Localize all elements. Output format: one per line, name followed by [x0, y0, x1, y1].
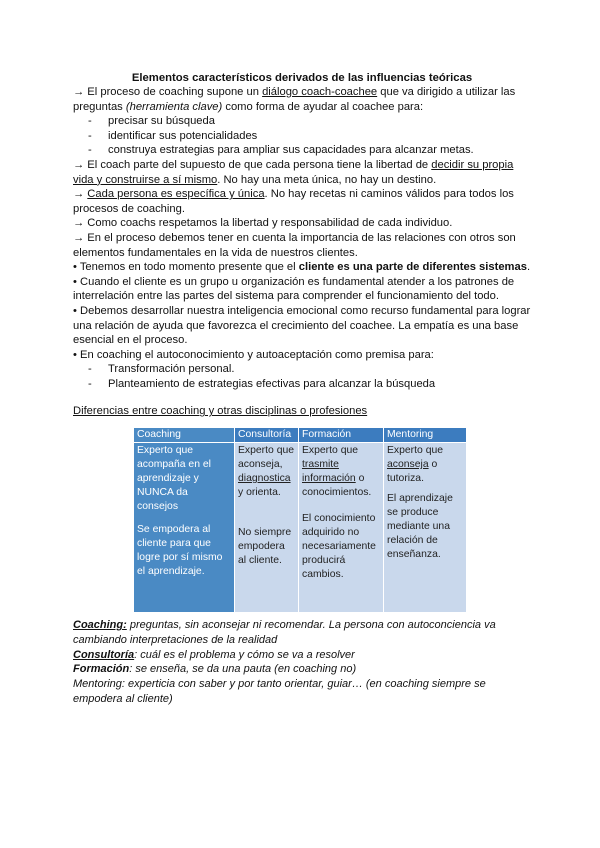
- paragraph-4: → Como coachs respetamos la libertad y responsabilidad de cada individuo.: [73, 217, 453, 230]
- text: Experto que: [387, 445, 444, 456]
- cell-text: No siempre empodera al cliente.: [238, 527, 292, 566]
- list-item: - Planteamiento de estrategias efectivas para alcanzar la búsqueda: [88, 377, 436, 390]
- definition-consultoria: [73, 648, 523, 663]
- list-item-text: Planteamiento de estrategias efectivas para alcanzar la búsqueda: [108, 377, 436, 390]
- list-item: - identificar sus potencialidades: [88, 129, 258, 142]
- header-formacion: Formación: [299, 428, 384, 443]
- underlined-text: aconseja: [387, 459, 429, 470]
- term: Coaching:: [73, 619, 127, 631]
- list-item: - precisar su búsqueda: [88, 115, 215, 128]
- table-header-row: [134, 428, 466, 443]
- cell-text: El aprendizaje se produce mediante una relación de enseñanza.: [387, 493, 453, 560]
- text: . No hay una meta única, no hay un destino.: [217, 173, 437, 186]
- text: que va dirigido a utilizar las preguntas: [73, 86, 516, 113]
- paragraph-6: [73, 260, 531, 275]
- page-title: Elementos característicos derivados de las influencias teóricas: [131, 72, 473, 84]
- underlined-text: diálogo coach-coachee: [262, 86, 378, 98]
- document-body: [73, 71, 531, 418]
- bold-text: cliente es una parte de diferentes sistemas: [298, 261, 527, 274]
- underlined-text: diagnostica: [238, 473, 291, 484]
- term: Formación: [73, 663, 130, 676]
- cell-text: Se empodera al cliente para que logre por sí mismo el aprendizaje.: [137, 524, 223, 577]
- paragraph-7: • Cuando el cliente es un grupo u organización es fundamental atender a los patrones de interrelación entre las partes del sistema para comprender el funcionamiento del todo.: [73, 275, 515, 303]
- definition-formacion: [73, 662, 523, 677]
- text: como forma de ayudar al coachee para:: [222, 100, 424, 113]
- table-row: [134, 443, 466, 613]
- cell-mentoring: [384, 443, 467, 613]
- list-item-text: identificar sus potencialidades: [108, 129, 258, 142]
- text: → El coach parte del supuesto de que cada persona tiene la libertad de: [73, 158, 432, 171]
- text: . No hay recetas ni caminos válidos para todos los procesos de coaching.: [73, 188, 514, 215]
- section-heading: Diferencias entre coaching y otras disciplinas o profesiones: [73, 405, 368, 418]
- term: Consultoría: [73, 648, 135, 661]
- cell-consultoria: [235, 443, 299, 613]
- text: →: [73, 188, 88, 201]
- list-item-text: precisar su búsqueda: [108, 115, 215, 128]
- text: • Tenemos en todo momento presente que el: [73, 261, 299, 274]
- definition-text: : cuál es el problema y cómo se va a resolver: [134, 648, 355, 661]
- header-mentoring: Mentoring: [384, 428, 467, 443]
- cell-text: [238, 444, 295, 500]
- header-coaching: Coaching: [134, 428, 235, 443]
- text: o tutoriza.: [387, 459, 438, 484]
- list-item-text: construya estrategias para ampliar sus capacidades para alcanzar metas.: [108, 144, 474, 157]
- italic-text: (herramienta clave): [125, 100, 223, 113]
- text: .: [526, 261, 531, 274]
- cell-formacion: [299, 443, 384, 613]
- paragraph-5: → En el proceso debemos tener en cuenta la importancia de las relaciones con otros son elementos fundamentales en la vida de nuestros clientes.: [73, 231, 516, 259]
- list-item: - Transformación personal.: [88, 363, 235, 376]
- text: o conocimientos.: [302, 473, 372, 498]
- definition-coaching: [73, 618, 523, 648]
- cell-text: El conocimiento adquirido no necesariamente producirá cambios.: [302, 513, 376, 580]
- underlined-text: Cada persona es específica y única: [87, 188, 265, 201]
- cell-text: [302, 444, 380, 500]
- paragraph-9: • En coaching el autoconocimiento y autoaceptación como premisa para:: [73, 348, 434, 361]
- cell-text: Experto que acompaña en el aprendizaje y NUNCA da consejos: [137, 445, 211, 512]
- text: → El proceso de coaching supone un: [73, 86, 263, 98]
- underlined-text: decidir su propia vida y construirse a sí mismo: [73, 158, 514, 186]
- text: Experto que aconseja,: [238, 445, 295, 470]
- underlined-text: trasmite información: [302, 459, 356, 484]
- list-item: - construya estrategias para ampliar sus capacidades para alcanzar metas.: [88, 144, 474, 157]
- paragraph-3: [73, 187, 531, 216]
- paragraph-2: [73, 158, 531, 187]
- cell-text: [387, 444, 463, 486]
- list-item-text: Transformación personal.: [108, 363, 235, 376]
- paragraph-1: [73, 85, 531, 114]
- definition-text: preguntas, sin aconsejar ni recomendar. La persona con autoconciencia va cambiando interpretaciones de la realidad: [73, 619, 496, 646]
- text: y orienta.: [238, 487, 281, 498]
- definitions: [73, 618, 523, 707]
- header-consultoria: Consultoría: [235, 428, 299, 443]
- definition-mentoring: Mentoring: experticia con saber y por tanto orientar, guiar… (en coaching siempre se empodera al cliente): [73, 678, 486, 705]
- text: Experto que: [302, 445, 359, 456]
- paragraph-8: • Debemos desarrollar nuestra inteligencia emocional como recurso fundamental para lograr una relación de ayuda que favorezca el crecimiento del coachee. La empatía es una base esencial en el proceso.: [73, 304, 531, 347]
- comparison-table: [134, 428, 466, 612]
- cell-coaching: [134, 443, 235, 613]
- definition-text: : se enseña, se da una pauta (en coaching no): [129, 663, 357, 676]
